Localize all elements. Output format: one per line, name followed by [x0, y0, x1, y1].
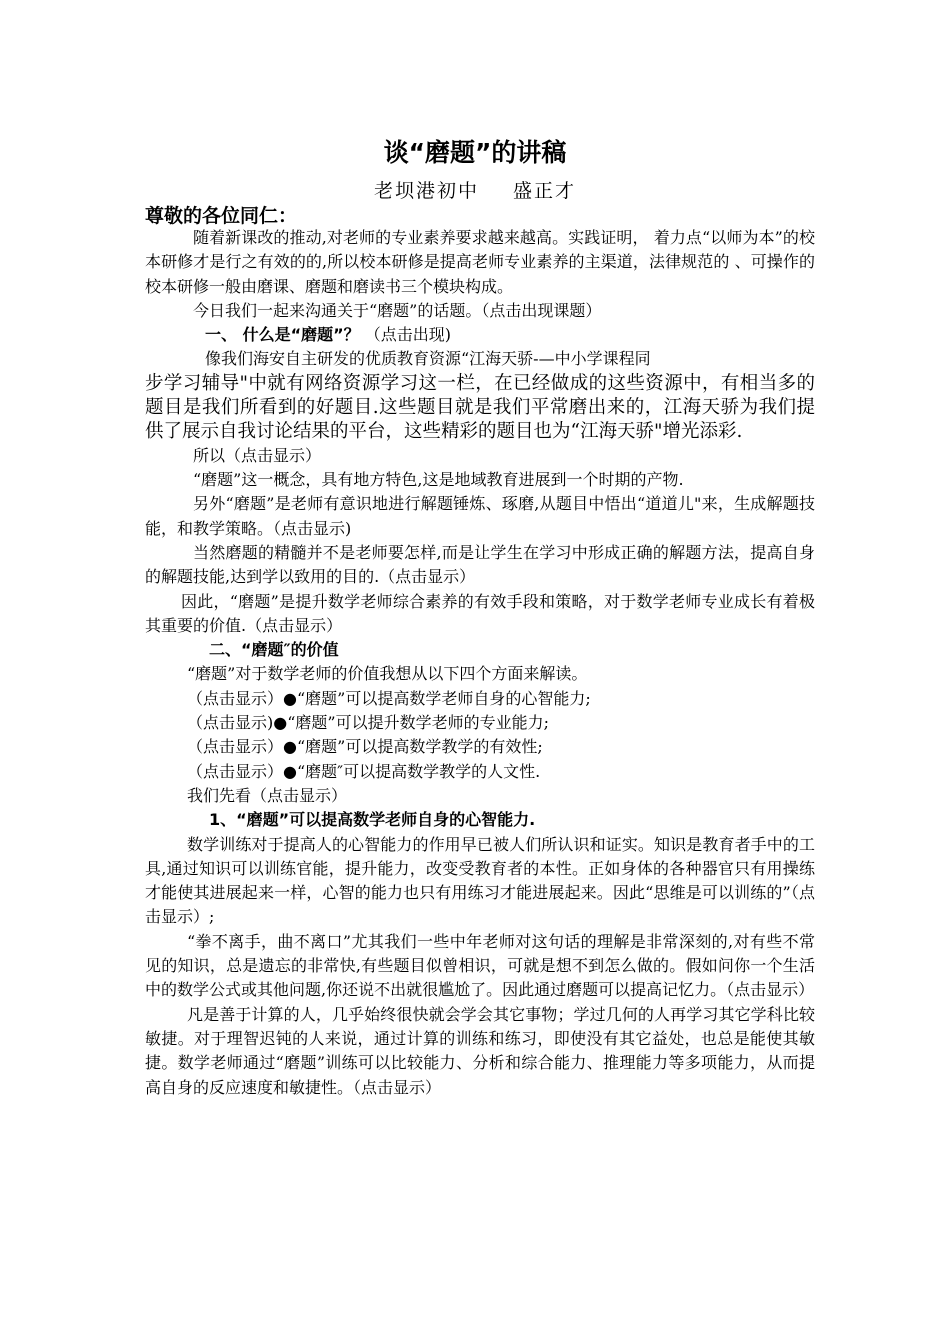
paragraph-topic: 今日我们一起来沟通关于“磨题”的话题。（点击出现课题）	[193, 300, 602, 320]
list-item: （点击显示）●“磨题”可以提高数学教学的有效性;	[187, 737, 543, 757]
author-school: 老坝港初中	[373, 180, 479, 202]
author-name: 盛正才	[513, 180, 577, 202]
paragraph-training: 数学训练对于提高人的心智能力的作用早已被人们所认识和证实。知识是教育者手中的工具,通过知识可以训练官能，提升能力，改变受教育者的本性。正如身体的各种器官只有用操练才能使其进展起来一样，心智的能力也只有用练习才能进展起来。因此“思维是可以训练的”（点击显示）;	[145, 834, 815, 927]
document-body	[145, 226, 815, 1100]
paragraph-first-look: 我们先看（点击显示）	[187, 785, 348, 805]
paragraph-practice: “拳不离手，曲不离口”尤其我们一些中年老师对这句话的理解是非常深刻的,对有些不常见的知识，总是遗忘的非常快,有些题目似曾相识，可就是想不到怎么做的。假如问你一个生活中的数学公式或其他问题,你还说不出就很尴尬了。因此通过磨题可以提高记忆力。（点击显示）	[145, 931, 815, 1000]
paragraph-therefore: 因此，“磨题”是提升数学老师综合素养的有效手段和策略，对于数学老师专业成长有着极其重要的价值.（点击显示）	[145, 591, 815, 635]
paragraph-resource-line1: 像我们海安自主研发的优质教育资源“江海天骄-—中小学课程同	[205, 349, 651, 369]
paragraph-intro: 随着新课改的推动,对老师的专业素养要求越来越高。实践证明， 着力点“以师为本”的校本研修才是行之有效的的,所以校本研修是提高老师专业素养的主渠道，法律规范的 、可操作的校本研修一般由磨课、磨题和磨读书三个模块构成。	[145, 228, 815, 296]
section-heading-1	[145, 323, 815, 347]
section-heading-1-note: （点击出现)	[364, 325, 451, 345]
paragraph-concept: “磨题”这一概念，具有地方特色,这是地域教育进展到一个时期的产物.	[193, 470, 684, 490]
list-item: （点击显示）●“磨题”可以提高数学老师自身的心智能力;	[187, 688, 591, 708]
list-item: （点击显示)●“磨题”可以提升数学老师的专业能力;	[187, 713, 549, 733]
document-title: 谈“磨题”的讲稿	[383, 138, 567, 167]
paragraph-essence: 当然磨题的精髓并不是老师要怎样,而是让学生在学习中形成正确的解题方法，提高自身的解题技能,达到学以致用的目的.（点击显示）	[145, 542, 815, 587]
author-line	[0, 176, 950, 203]
section-heading-3: 1、“磨题”可以提高数学老师自身的心智能力.	[209, 810, 536, 830]
list-item: （点击显示）●“磨题″可以提高数学教学的人文性.	[187, 761, 541, 781]
paragraph-so: 所以（点击显示）	[193, 445, 322, 465]
paragraph-moreover: 另外“磨题”是老师有意识地进行解题锤炼、琢磨,从题目中悟出“道道儿"来，生成解题技能，和教学策略。（点击显示)	[145, 494, 815, 538]
section-heading-2: 二、“磨题″的价值	[209, 640, 339, 660]
section-heading-1-title: 一、 什么是“磨题”？	[205, 325, 360, 345]
paragraph-resource-rest: 步学习辅导"中就有网络资源学习这一栏，在已经做成的这些资源中，有相当多的题目是我们所看到的好题目.这些题目就是我们平常磨出来的，江海天骄为我们提供了展示自我讨论结果的平台，这些精彩的题目也为“江海天骄"增光添彩.	[145, 372, 815, 442]
paragraph-value-intro: “磨题”对于数学老师的价值我想从以下四个方面来解读。	[187, 664, 588, 684]
greeting: 尊敬的各位同仁：	[145, 205, 298, 227]
paragraph-calculation: 凡是善于计算的人，几乎始终很快就会学会其它事物；学过几何的人再学习其它学科比较敏捷。对于理智迟钝的人来说，通过计算的训练和练习，即使没有其它益处，也总是能使其敏捷。数学老师通过“磨题”训练可以比较能力、分析和综合能力、推理能力等多项能力，从而提高自身的反应速度和敏捷性。（点击显示）	[145, 1004, 815, 1097]
